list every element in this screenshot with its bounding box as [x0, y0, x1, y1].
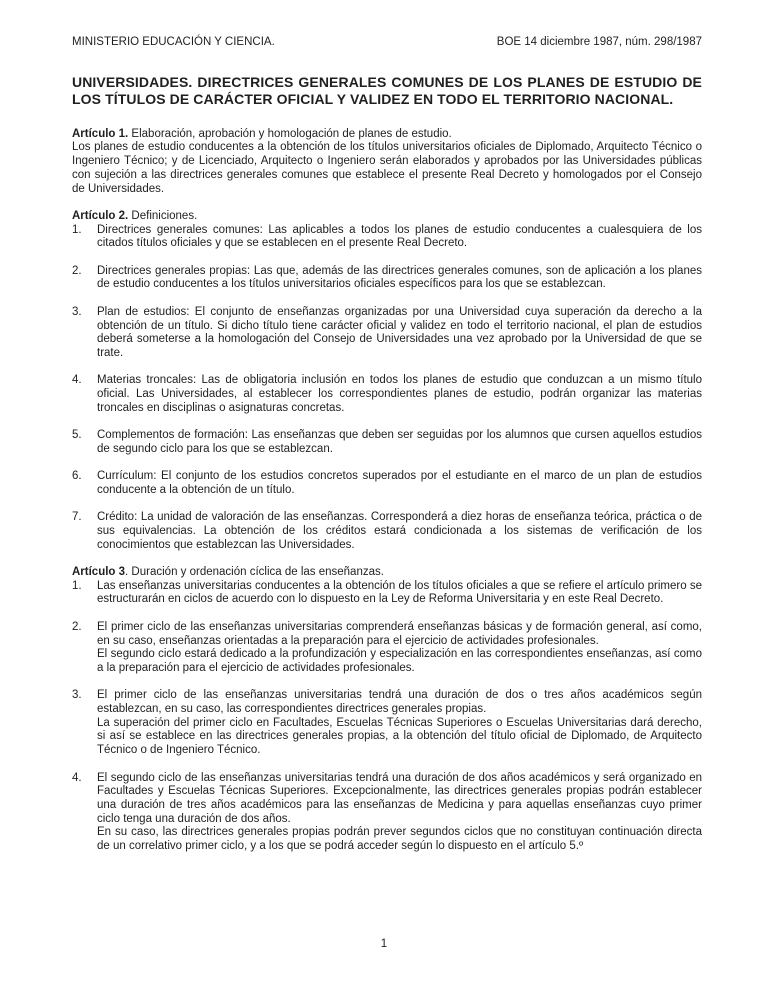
cycle-item-1: [72, 580, 702, 607]
article-2: [72, 210, 702, 552]
item-paragraph: Directrices generales propias: Las que, además de las directrices generales comunes, son de aplicación a los planes de estudio conducentes a los títulos universitarios oficiales específicos para los que se establezcan.: [97, 264, 702, 291]
article-3-heading-text: . Duración y ordenación cíclica de las enseñanzas.: [125, 566, 384, 579]
item-paragraph: El segundo ciclo estará dedicado a la profundización y especialización en las correspondientes enseñanzas, así como a la preparación para el ejercicio de actividades profesionales.: [97, 648, 702, 674]
item-number: 3.: [72, 689, 82, 702]
item-paragraph: Crédito: La unidad de valoración de las enseñanzas. Corresponderá a diez horas de enseñanza teórica, práctica o de sus equivalencias. La obtención de los créditos estará condicionada a los sistemas de verificación de los conocimientos que establezcan las Universidades.: [97, 511, 702, 551]
article-3: [72, 566, 702, 854]
definition-item-6: [72, 470, 702, 497]
article-1-label: Artículo 1.: [72, 127, 129, 140]
header-ministry: MINISTERIO EDUCACIÓN Y CIENCIA.: [72, 36, 275, 48]
cycle-item-3: [72, 689, 702, 758]
item-number: 4.: [72, 771, 82, 784]
page-footer: [0, 938, 768, 952]
item-number: 1.: [72, 223, 82, 236]
article-1-heading: [72, 128, 702, 142]
article-2-label: Artículo 2.: [72, 209, 129, 222]
item-paragraph: Complementos de formación: Las enseñanzas que deben ser seguidas por los alumnos que cursen aquellos estudios de segundo ciclo para los que se establezcan.: [97, 429, 702, 455]
article-3-label: Artículo 3: [72, 566, 126, 579]
definition-item-3: [72, 306, 702, 361]
item-paragraph: Las enseñanzas universitarias conducentes a la obtención de los títulos oficiales a que se refiere el artículo primero se estructurarán en ciclos de acuerdo con lo dispuesto en la Ley de Reforma Universitaria y en este Real Decreto.: [97, 579, 702, 606]
document-title: UNIVERSIDADES. DIRECTRICES GENERALES COMUNES DE LOS PLANES DE ESTUDIO DE LOS TÍTULOS DE CARÁCTER OFICIAL Y VALIDEZ EN TODO EL TERRITORIO NACIONAL.: [72, 73, 702, 108]
definition-item-2: [72, 265, 702, 292]
item-paragraph: La superación del primer ciclo en Facultades, Escuelas Técnicas Superiores o Escuelas Universitarias dará derecho, si así se establece en las directrices generales propias, a la obtención del título oficial de Diplomado, de Arquitecto Técnico o de Ingeniero Técnico.: [97, 716, 702, 757]
article-1-paragraph: Los planes de estudio conducentes a la obtención de los títulos universitarios oficiales de Diplomado, Arquitecto Técnico o Ingeniero Técnico; y de Licenciado, Arquitecto o Ingeniero serán elaborados y aprobados por las Universidades públicas con sujeción a las directrices generales comunes que establece el presente Real Decreto y homologados por el Consejo de Universidades.: [72, 141, 702, 195]
item-number: 7.: [72, 511, 82, 524]
article-2-heading-text: Definiciones.: [128, 209, 198, 222]
item-number: 2.: [72, 620, 82, 633]
item-paragraph: En su caso, las directrices generales propias podrán prever segundos ciclos que no constituyan continuación directa de un correlativo primer ciclo, y a los que se podrá acceder según lo dispuesto en el artículo 5.º: [97, 826, 702, 853]
item-number: 4.: [72, 374, 82, 387]
item-paragraph: El primer ciclo de las enseñanzas universitarias comprenderá enseñanzas básicas y de formación general, así como, en su caso, enseñanzas orientadas a la preparación para el ejercicio de actividades profesionales.: [97, 620, 702, 647]
item-paragraph: Currículum: El conjunto de los estudios concretos superados por el estudiante en el marco de un plan de estudios conducente a la obtención de un título.: [97, 470, 702, 496]
page-number: 1: [380, 938, 388, 951]
cycle-item-4: [72, 772, 702, 854]
item-paragraph: El segundo ciclo de las enseñanzas universitarias tendrá una duración de dos años académicos y será organizado en Facultades y Escuelas Técnicas Superiores. Excepcionalmente, las directrices generales propias podrán establecer una duración de tres años académicos para las enseñanzas de Medicina y para aquellas enseñanzas cuyo primer ciclo tenga una duración de dos años.: [97, 771, 702, 825]
item-paragraph: Plan de estudios: El conjunto de enseñanzas organizadas por una Universidad cuya superación da derecho a la obtención de un título. Si dicho título tiene carácter oficial y validez en todo el territorio nacional, el plan de estudios deberá someterse a la homologación del Consejo de Universidades una vez aprobado por la Universidad de que se trate.: [97, 305, 702, 359]
article-1: [72, 128, 702, 197]
item-number: 1.: [72, 579, 82, 592]
item-number: 3.: [72, 305, 82, 318]
definition-item-4: [72, 374, 702, 415]
page-header: [72, 36, 702, 50]
header-boe-reference: BOE 14 diciembre 1987, núm. 298/1987: [496, 36, 702, 48]
article-1-heading-text: Elaboración, aprobación y homologación de planes de estudio.: [128, 127, 452, 140]
item-paragraph: Directrices generales comunes: Las aplicables a todos los planes de estudio conducentes a cualesquiera de los citados títulos oficiales y que se establecen en el presente Real Decreto.: [97, 223, 702, 250]
cycle-item-2: [72, 621, 702, 676]
item-number: 2.: [72, 264, 82, 277]
item-number: 6.: [72, 470, 82, 483]
definition-item-7: [72, 511, 702, 552]
item-paragraph: El primer ciclo de las enseñanzas universitarias tendrá una duración de dos o tres años académicos según establezcan, en su caso, las correspondientes directrices generales propias.: [97, 689, 702, 716]
item-number: 5.: [72, 429, 82, 442]
item-paragraph: Materias troncales: Las de obligatoria inclusión en todos los planes de estudio que conduzcan a un mismo título oficial. Las Universidades, al establecer los correspondientes planes de estudio, podrán organizar las materias troncales en disciplinas o asignaturas concretas.: [97, 374, 702, 414]
definition-item-1: [72, 224, 702, 251]
definition-item-5: [72, 429, 702, 456]
article-3-heading: [72, 566, 702, 580]
article-2-heading: [72, 210, 702, 224]
